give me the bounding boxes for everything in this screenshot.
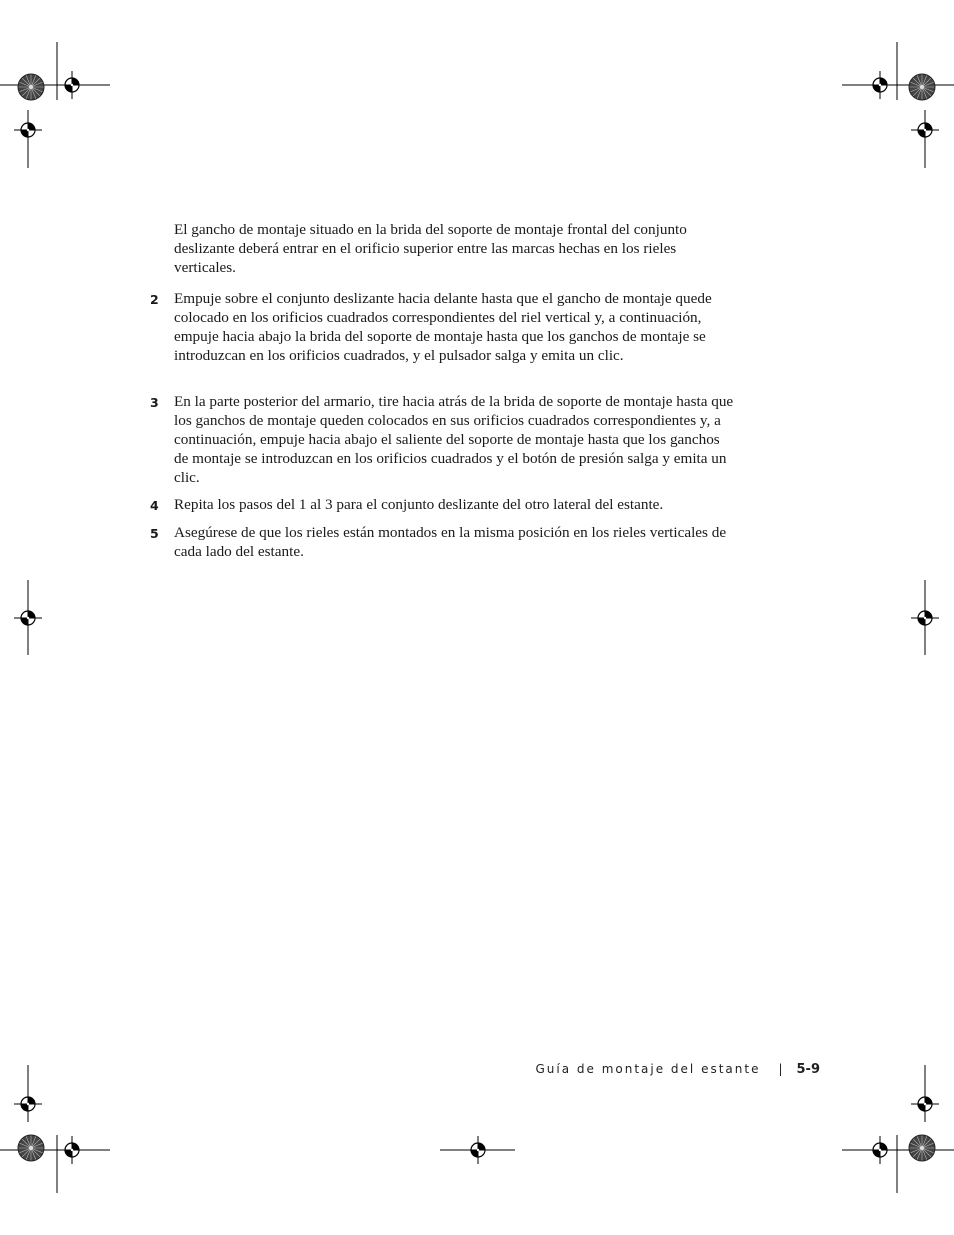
step-text: Asegúrese de que los rieles están montados en la misma posición en los rieles verticales de cada lado del estante. — [174, 524, 727, 560]
starburst-target-icon — [909, 1135, 935, 1161]
step-text: En la parte posterior del armario, tire hacia atrás de la brida de soporte de montaje hasta que los ganchos de montaje queden colocados en sus orificios cuadrados correspondientes y, a continuación, empuje hacia abajo el saliente del soporte de montaje hasta que los ganchos de montaje se introduzcan en los orificios cuadrados y el botón de presión salga y emita un clic. — [174, 393, 734, 486]
registration-mark-icon — [58, 1136, 86, 1164]
intro-paragraph: El gancho de montaje situado en la brida del soporte de montaje frontal del conjunto deslizante deberá entrar en el orificio superior entre las marcas hechas en los rieles verticales. — [174, 221, 687, 276]
starburst-target-icon — [18, 74, 44, 100]
registration-mark-icon — [14, 604, 42, 632]
registration-mark-icon — [58, 71, 86, 99]
registration-mark-icon — [911, 604, 939, 632]
registration-mark-icon — [14, 116, 42, 144]
page-number: 5-9 — [796, 1062, 820, 1077]
registration-mark-icon — [911, 1090, 939, 1118]
page-footer — [535, 1062, 820, 1077]
registration-mark-icon — [14, 1090, 42, 1118]
step-text: Empuje sobre el conjunto deslizante hacia delante hasta que el gancho de montaje quede colocado en los orificios cuadrados correspondientes del riel vertical y, a continuación, empuje hacia abajo la brida del soporte de montaje hasta que los ganchos de montaje se introduzcan en los orificios cuadrados, y el pulsador salga y emita un clic. — [174, 290, 712, 364]
footer-section-title: Guía de montaje del estante — [535, 1062, 761, 1076]
registration-mark-icon — [866, 71, 894, 99]
step-text: Repita los pasos del 1 al 3 para el conjunto deslizante del otro lateral del estante. — [174, 496, 664, 513]
starburst-target-icon — [18, 1135, 44, 1161]
step-number: 5 — [150, 526, 159, 541]
registration-mark-icon — [464, 1136, 492, 1164]
crop-lines — [0, 42, 954, 1193]
step-number: 4 — [150, 498, 159, 513]
footer-separator: | — [778, 1062, 783, 1076]
step-number: 3 — [150, 395, 159, 410]
starburst-target-icon — [909, 74, 935, 100]
step-number: 2 — [150, 292, 159, 307]
registration-mark-icon — [911, 116, 939, 144]
registration-mark-icon — [866, 1136, 894, 1164]
